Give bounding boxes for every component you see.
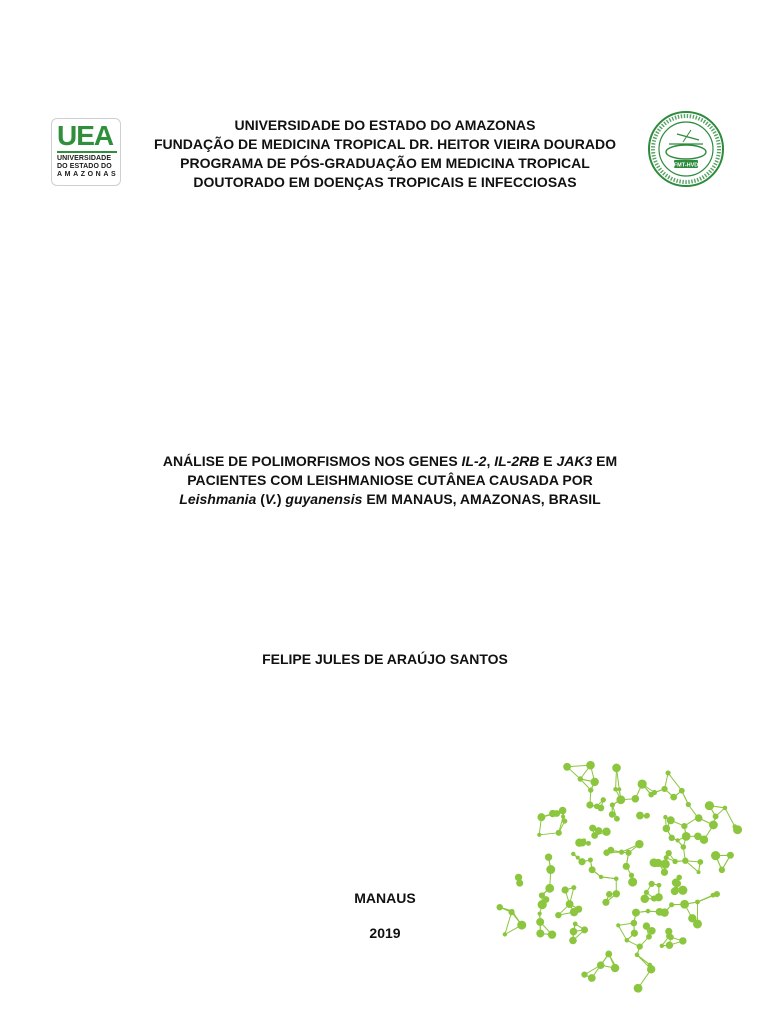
map-node — [650, 858, 659, 867]
map-node — [670, 794, 677, 801]
map-node — [661, 786, 667, 792]
map-node — [614, 876, 619, 881]
map-node — [605, 951, 612, 958]
map-node — [616, 795, 625, 804]
map-node — [638, 779, 647, 788]
author-name: FELIPE JULES DE ARAÚJO SANTOS — [262, 651, 508, 667]
map-node — [697, 859, 703, 865]
map-node — [695, 815, 700, 820]
title-text: ) — [276, 491, 286, 507]
gene-name: JAK3 — [556, 453, 593, 469]
title-text: , — [486, 453, 495, 469]
map-node — [678, 886, 687, 895]
map-node — [723, 806, 728, 811]
map-node — [539, 893, 543, 897]
map-node — [682, 858, 688, 864]
map-node — [613, 787, 618, 792]
map-node — [545, 853, 552, 860]
map-node — [578, 776, 583, 781]
map-node — [573, 921, 578, 926]
map-node — [517, 921, 526, 930]
map-node — [597, 805, 604, 812]
map-node — [503, 932, 507, 936]
map-node — [667, 816, 675, 824]
map-node — [679, 788, 685, 794]
map-node — [571, 852, 575, 856]
amazonas-network-map-icon — [484, 758, 750, 1004]
map-node — [669, 902, 674, 907]
map-node — [538, 911, 542, 915]
map-node — [644, 813, 650, 819]
header-line-program: PROGRAMA DE PÓS-GRADUAÇÃO EM MEDICINA TROPICAL — [180, 155, 590, 171]
map-node — [586, 841, 591, 846]
map-node — [614, 816, 620, 822]
thesis-title — [100, 452, 680, 509]
map-node — [563, 763, 571, 771]
map-node — [644, 890, 649, 895]
map-node — [646, 909, 651, 914]
map-node — [569, 937, 577, 945]
map-link — [668, 773, 682, 791]
map-node — [694, 833, 702, 841]
map-node — [656, 908, 664, 916]
map-node — [581, 972, 587, 978]
year: 2019 — [369, 925, 401, 941]
species-name: Leishmania — [179, 491, 257, 507]
map-node — [663, 825, 671, 833]
map-node — [634, 984, 643, 993]
species-name: V. — [264, 491, 277, 507]
map-node — [679, 937, 686, 944]
map-node — [625, 938, 630, 943]
map-node — [578, 858, 585, 865]
map-node — [705, 801, 714, 810]
uea-logo-line3: AMAZONAS — [57, 171, 119, 178]
map-node — [663, 815, 667, 819]
map-node — [545, 884, 554, 893]
map-node — [588, 787, 593, 792]
map-node — [693, 919, 702, 928]
map-node — [643, 922, 650, 929]
species-name: guyanensis — [285, 491, 363, 507]
map-node — [536, 930, 544, 938]
map-node — [536, 918, 544, 926]
city: MANAUS — [354, 890, 416, 906]
map-node — [609, 811, 616, 818]
map-node — [635, 953, 640, 958]
map-link — [618, 925, 627, 940]
institution-header — [110, 116, 660, 192]
map-node — [713, 813, 719, 819]
map-node — [549, 810, 556, 817]
map-node — [631, 920, 638, 927]
title-text: EM — [592, 453, 618, 469]
map-node — [619, 850, 624, 855]
map-node — [561, 815, 565, 819]
map-node — [610, 802, 615, 807]
map-node — [655, 893, 663, 901]
map-node — [571, 885, 576, 890]
map-node — [515, 874, 522, 881]
uea-logo-mark: UEA — [57, 120, 114, 151]
title-text: ANÁLISE DE POLIMORFISMOS NOS GENES — [162, 453, 462, 469]
gene-name: IL-2RB — [494, 453, 540, 469]
map-node — [607, 847, 614, 854]
map-node — [576, 856, 580, 860]
map-node — [548, 930, 556, 938]
map-node — [546, 865, 555, 874]
uea-logo-line1: UNIVERSIDADE — [57, 155, 112, 162]
map-node — [665, 770, 670, 775]
map-node — [632, 909, 640, 917]
title-text: EM MANAUS, AMAZONAS, BRASIL — [362, 491, 601, 507]
map-node — [570, 908, 578, 916]
map-node — [581, 926, 588, 933]
map-node — [597, 961, 605, 969]
map-node — [697, 870, 701, 874]
map-node — [612, 764, 621, 773]
map-node — [695, 900, 700, 905]
map-node — [646, 934, 652, 940]
map-node — [640, 894, 649, 903]
map-link — [725, 808, 735, 827]
map-node — [719, 867, 725, 873]
map-node — [637, 943, 643, 949]
map-node — [709, 821, 718, 830]
map-node — [589, 866, 596, 873]
gene-name: IL-2 — [461, 453, 487, 469]
header-line-doctorate: DOUTORADO EM DOENÇAS TROPICAIS E INFECCIOSAS — [193, 174, 577, 190]
map-node — [681, 844, 687, 850]
map-node — [631, 930, 638, 937]
map-node — [625, 850, 631, 856]
title-line-1 — [100, 452, 680, 471]
map-node — [602, 828, 610, 836]
map-node — [570, 928, 578, 936]
map-node — [508, 909, 514, 915]
map-node — [629, 873, 634, 878]
map-node — [676, 838, 680, 842]
map-node — [588, 974, 596, 982]
map-node — [543, 896, 550, 903]
map-node — [556, 830, 562, 836]
map-node — [666, 941, 673, 948]
map-node — [599, 875, 603, 879]
map-node — [497, 904, 503, 910]
map-node — [669, 835, 675, 841]
map-node — [666, 933, 672, 939]
map-node — [537, 833, 541, 837]
map-node — [711, 893, 716, 898]
map-node — [586, 761, 595, 770]
map-node — [672, 859, 677, 864]
map-node — [589, 825, 596, 832]
map-node — [674, 880, 681, 887]
map-node — [586, 801, 593, 808]
map-link — [697, 895, 713, 902]
map-node — [632, 795, 640, 803]
map-node — [711, 851, 720, 860]
map-node — [537, 813, 545, 821]
map-node — [602, 899, 609, 906]
map-node — [661, 860, 670, 869]
map-node — [561, 886, 568, 893]
map-node — [629, 878, 637, 886]
map-node — [686, 802, 691, 807]
map-node — [616, 923, 620, 927]
map-node — [727, 852, 734, 859]
map-node — [588, 857, 593, 862]
map-node — [623, 863, 630, 870]
map-node — [613, 890, 620, 897]
map-node — [681, 823, 687, 829]
uea-logo-bar — [57, 151, 117, 153]
title-text: E — [539, 453, 557, 469]
map-node — [648, 963, 652, 967]
map-node — [636, 812, 644, 820]
map-node — [591, 832, 598, 839]
header-line-university: UNIVERSIDADE DO ESTADO DO AMAZONAS — [234, 117, 536, 133]
map-node — [635, 840, 643, 848]
map-node — [680, 900, 689, 909]
map-node — [682, 832, 691, 841]
uea-logo-line2: DO ESTADO DO — [57, 163, 112, 170]
map-node — [666, 850, 672, 856]
map-node — [601, 797, 606, 802]
map-node — [733, 825, 742, 834]
map-node — [649, 881, 655, 887]
map-node — [652, 790, 657, 795]
map-link — [637, 955, 650, 965]
fmt-seal-text: FMT-HVD — [673, 162, 699, 169]
map-node — [606, 891, 612, 897]
map-node — [555, 912, 561, 918]
map-node — [562, 818, 567, 823]
map-node — [660, 944, 664, 948]
map-node — [575, 839, 583, 847]
map-node — [590, 778, 598, 786]
map-node — [566, 900, 574, 908]
title-line-2: PACIENTES COM LEISHMANIOSE CUTÂNEA CAUSADA POR — [187, 472, 593, 488]
title-line-3 — [100, 490, 680, 509]
map-node — [671, 887, 679, 895]
title-text: ( — [256, 491, 265, 507]
map-node — [657, 883, 662, 888]
header-line-foundation: FUNDAÇÃO DE MEDICINA TROPICAL DR. HEITOR VIEIRA DOURADO — [153, 136, 616, 152]
map-node — [611, 964, 619, 972]
map-node — [661, 869, 668, 876]
